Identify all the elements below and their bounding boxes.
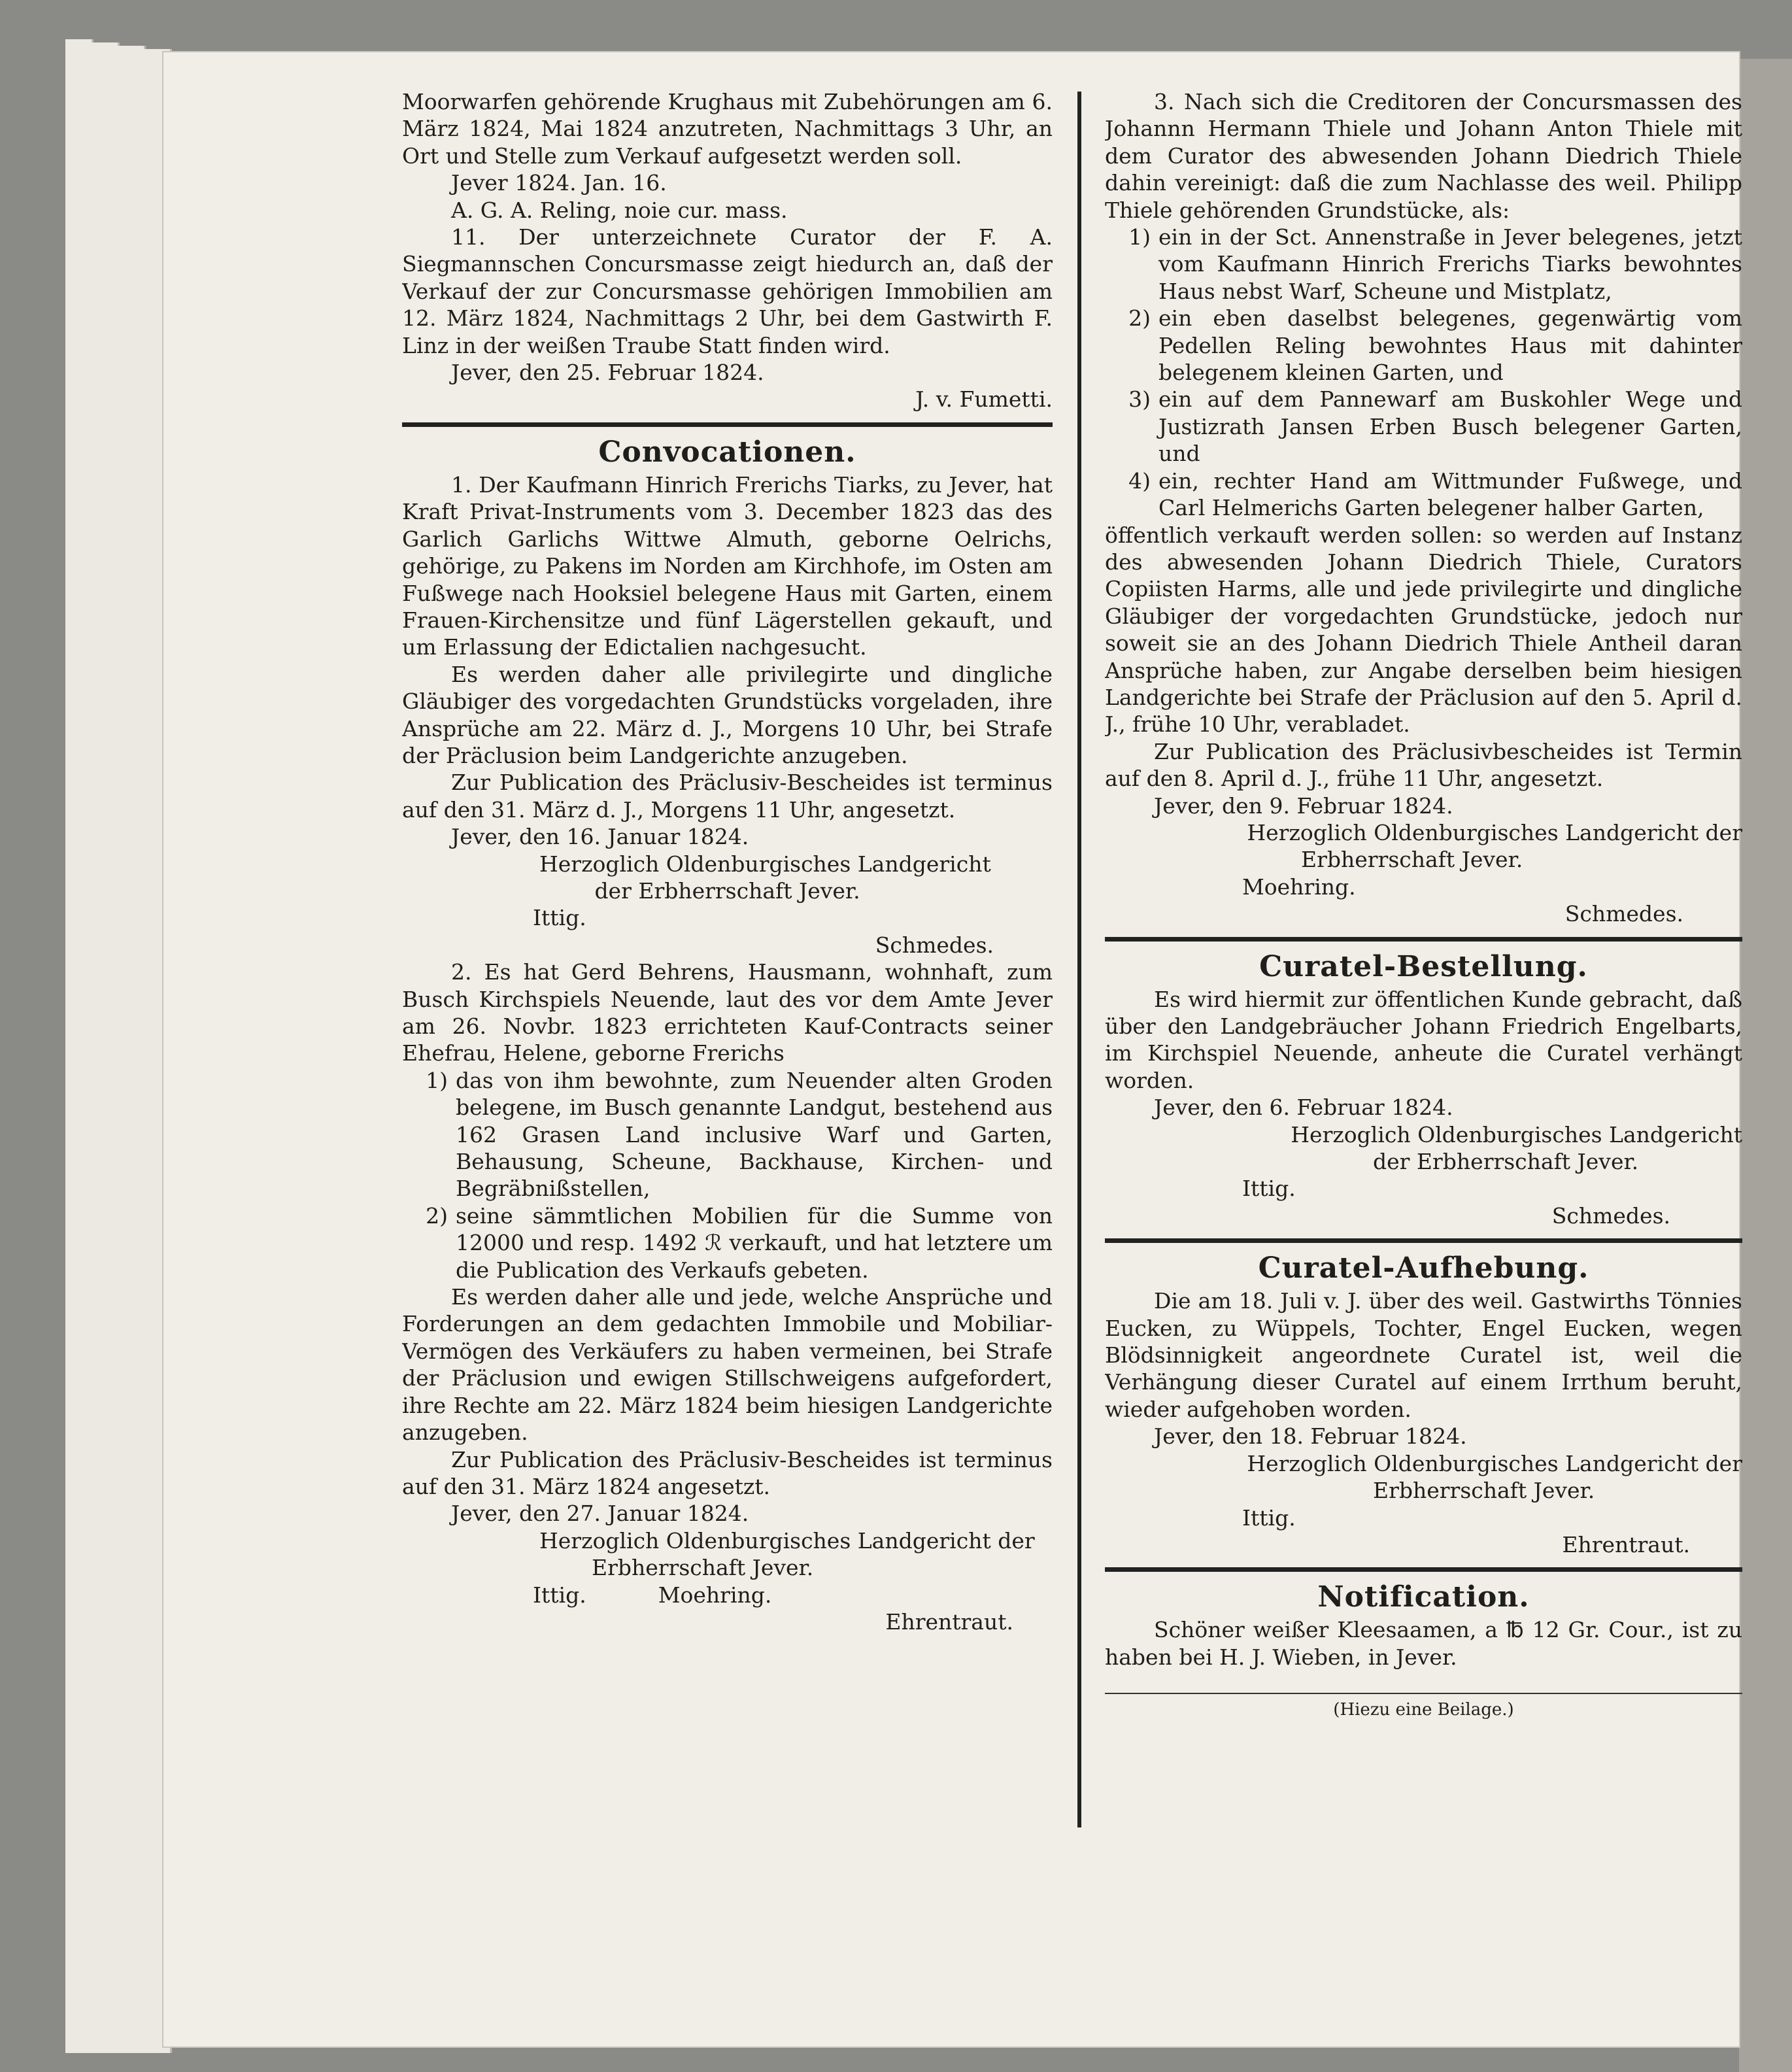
notice-11: 11. Der unterzeichnete Curator der F. A. Siegmannschen Concursmasse zeigt hiedurch an, daß der Verkauf der zur Concursmasse gehörigen Immobilien am 12. März 1824, Nachmittags 2 Uhr, bei dem Gastwirth F. Linz in der weißen Traube Statt finden wird. bbox=[402, 224, 1053, 358]
item-text: ein in der Sct. Annenstraße in Jever belegenes, jetzt vom Kaufmann Hinrich Frerichs Tiarks bewohntes Haus nebst Warf, Scheune und Mistplatz, bbox=[1158, 224, 1742, 304]
convocation-3-sale: öffentlich verkauft werden sollen: so werden auf Instanz des abwesenden Johann Diedrich Thiele, Curators Copiisten Harms, alle und jede privilegirte und dingliche Gläubiger der vorgedachten Grundstücke, jedoch nur soweit sie an des Johann Diedrich Thiele Antheil daran Ansprüche haben, zur Angabe derselben beim hiesigen Landgerichte bei Strafe der Präclusion auf den 5. April d. J., frühe 10 Uhr, verabladet. bbox=[1105, 522, 1742, 738]
item-text: seine sämmtlichen Mobilien für die Summe von 12000 und resp. 1492 ℛ verkauft, und hat letztere um die Publication des Verkaufs gebeten. bbox=[456, 1202, 1053, 1283]
intro-date: Jever 1824. Jan. 16. bbox=[451, 170, 667, 196]
binding-shadow bbox=[1739, 59, 1792, 2072]
signature-schmedes: Schmedes. bbox=[875, 932, 994, 958]
convocation-2-publication: Zur Publication des Präclusiv-Bescheides ist terminus auf den 31. März 1824 angesetzt. bbox=[402, 1446, 1053, 1499]
curatel-aufhebung-court: Herzoglich Oldenburgisches Landgericht der bbox=[1247, 1450, 1742, 1476]
section-rule bbox=[1105, 1567, 1742, 1572]
curatel-bestellung-court-line2: der Erbherrschaft Jever. bbox=[1373, 1149, 1639, 1175]
convocation-1: 1. Der Kaufmann Hinrich Frerichs Tiarks, zu Jever, hat Kraft Privat-Instruments vom 3. December 1823 das des Garlich Garlichs Wittwe Almuth, geborne Oelrichs, gehörige, zu Pakens im Norden am Kirchhofe, im Osten am Fußwege nach Hooksiel belegene Haus mit Garten, einem Frauen-Kirchensitze und fünf Lägerstellen gekauft, und um Erlassung der Edictalien nachgesucht. bbox=[402, 471, 1053, 660]
signature-ehrentraut: Ehrentraut. bbox=[885, 1608, 1013, 1635]
convocation-2-summons: Es werden daher alle und jede, welche Ansprüche und Forderungen an dem gedachten Immobile und Mobiliar-Vermögen des Verkäufers zu haben vermeinen, bei Strafe der Präclusion und ewigen Stillschweigens aufgefordert, ihre Rechte am 22. März 1824 beim hiesigen Landgerichte anzugeben. bbox=[402, 1284, 1053, 1446]
convocation-3: 3. Nach sich die Creditoren der Concursmassen des Johannn Hermann Thiele und Johann Anton Thiele mit dem Curator des abwesenden Johann Diedrich Thiele dahin vereinigt: daß die zum Nachlasse des weil. Philipp Thiele gehörenden Grundstücke, als: bbox=[1105, 89, 1742, 223]
convocation-2-court: Herzoglich Oldenburgisches Landgericht der bbox=[539, 1527, 1035, 1554]
convocation-3-date: Jever, den 9. Februar 1824. bbox=[1154, 792, 1453, 819]
convocation-2: 2. Es hat Gerd Behrens, Hausmann, wohnhaft, zum Busch Kirchspiels Neuende, laut des vor dem Amte Jever am 26. Novbr. 1823 errichteten Kauf-Contracts seiner Ehefrau, Helene, geborne Frerichs bbox=[402, 959, 1053, 1066]
notice-11-signature: J. v. Fumetti. bbox=[915, 386, 1053, 413]
convocation-3-publication: Zur Publication des Präclusivbescheides ist Termin auf den 8. April d. J., frühe 11 Uhr, angesetzt. bbox=[1105, 738, 1742, 792]
item-text: ein auf dem Pannewarf am Buskohler Wege und Justizrath Jansen Erben Busch belegener Garten, und bbox=[1158, 386, 1742, 467]
notice-11-date: Jever, den 25. Februar 1824. bbox=[451, 360, 764, 386]
curatel-aufhebung-heading: Curatel-Aufhebung. bbox=[1258, 1251, 1589, 1285]
convocation-3-court: Herzoglich Oldenburgisches Landgericht der bbox=[1247, 819, 1742, 845]
convocation-3-court-line2: Erbherrschaft Jever. bbox=[1301, 847, 1523, 873]
item-number: 2) bbox=[1128, 305, 1151, 331]
convocation-2-item-1 bbox=[402, 1067, 1053, 1202]
signature-ittig: Ittig. bbox=[1242, 1504, 1296, 1531]
item-text: ein eben daselbst belegenes, gegenwärtig vom Pedellen Reling bewohntes Haus mit dahinter belegenem kleinen Garten, und bbox=[1158, 305, 1742, 386]
intro-signature: A. G. A. Reling, noie cur. mass. bbox=[451, 197, 788, 223]
page-edge bbox=[118, 46, 146, 2053]
signature-ittig: Ittig. bbox=[1242, 1176, 1296, 1202]
notification-text: Schöner weißer Kleesaamen, a ℔ 12 Gr. Cour., ist zu haben bei H. J. Wieben, in Jever. bbox=[1105, 1617, 1742, 1670]
curatel-bestellung-heading: Curatel-Bestellung. bbox=[1259, 949, 1588, 983]
convocation-2-item-2 bbox=[402, 1202, 1053, 1283]
curatel-bestellung-text: Es wird hiermit zur öffentlichen Kunde gebracht, daß über den Landgebräucher Johann Friedrich Engelbarts, im Kirchspiel Neuende, anheute die Curatel verhängt worden. bbox=[1105, 986, 1742, 1093]
convocation-3-item bbox=[1105, 467, 1742, 522]
curatel-aufhebung-court-line2: Erbherrschaft Jever. bbox=[1373, 1478, 1595, 1504]
convocation-1-court-line2: der Erbherrschaft Jever. bbox=[594, 877, 860, 904]
column-divider bbox=[1077, 92, 1081, 1827]
thin-rule bbox=[1105, 1673, 1742, 1694]
signature-ehrentraut: Ehrentraut. bbox=[1562, 1531, 1690, 1557]
right-column bbox=[1105, 88, 1742, 1912]
signature-schmedes: Schmedes. bbox=[1564, 901, 1683, 927]
signature-ittig: Ittig. bbox=[533, 1582, 586, 1608]
curatel-aufhebung-date: Jever, den 18. Februar 1824. bbox=[1154, 1423, 1467, 1450]
item-number: 1) bbox=[426, 1067, 448, 1093]
supplement-note: (Hiezu eine Beilage.) bbox=[1333, 1700, 1514, 1720]
convocationen-heading: Convocationen. bbox=[598, 435, 856, 469]
signature-ittig: Ittig. bbox=[533, 905, 586, 931]
convocation-1-date: Jever, den 16. Januar 1824. bbox=[451, 824, 749, 850]
convocation-3-item bbox=[1105, 386, 1742, 467]
signature-moehring: Moehring. bbox=[1242, 874, 1356, 900]
signature-schmedes: Schmedes. bbox=[1551, 1202, 1670, 1229]
convocation-3-items bbox=[1105, 224, 1742, 521]
convocation-1-court: Herzoglich Oldenburgisches Landgericht bbox=[539, 851, 991, 877]
left-column bbox=[402, 88, 1053, 1912]
section-rule bbox=[1105, 937, 1742, 942]
convocation-1-summons: Es werden daher alle privilegirte und dingliche Gläubiger des vorgedachten Grundstücks vorgeladen, ihre Ansprüche am 22. März d. J., Morgens 10 Uhr, bei Strafe der Präclusion beim Landgerichte anzugeben. bbox=[402, 661, 1053, 768]
page-edge bbox=[92, 42, 120, 2053]
convocation-1-publication: Zur Publication des Präclusiv-Bescheides ist terminus auf den 31. März d. J., Morgens 11 Uhr, angesetzt. bbox=[402, 770, 1053, 823]
item-text: ein, rechter Hand am Wittmunder Fußwege, und Carl Helmerichs Garten belegener halber Garten, bbox=[1158, 467, 1742, 521]
curatel-aufhebung-text: Die am 18. Juli v. J. über des weil. Gastwirths Tönnies Eucken, zu Wüppels, Tochter, Engel Eucken, wegen Blödsinnigkeit angeordnete Curatel ist, weil die Verhängung dieser Curatel auf einem Irrthum beruht, wieder aufgehoben worden. bbox=[1105, 1288, 1742, 1422]
convocation-3-item bbox=[1105, 305, 1742, 386]
convocation-3-item bbox=[1105, 224, 1742, 305]
page-edge bbox=[65, 39, 93, 2053]
intro-text: Moorwarfen gehörende Krughaus mit Zubehörungen am 6. März 1824, Mai 1824 anzutreten, Nachmittags 3 Uhr, an Ort und Stelle zum Verkauf aufgesetzt werden soll. bbox=[402, 89, 1053, 169]
convocation-2-court-line2: Erbherrschaft Jever. bbox=[592, 1555, 814, 1581]
section-rule bbox=[1105, 1238, 1742, 1243]
curatel-bestellung-court: Herzoglich Oldenburgisches Landgericht bbox=[1291, 1121, 1742, 1147]
signature-moehring: Moehring. bbox=[658, 1582, 772, 1608]
curatel-bestellung-date: Jever, den 6. Februar 1824. bbox=[1154, 1095, 1453, 1121]
convocation-2-date: Jever, den 27. Januar 1824. bbox=[451, 1501, 749, 1527]
section-rule bbox=[402, 422, 1053, 427]
item-number: 3) bbox=[1128, 386, 1151, 413]
item-text: das von ihm bewohnte, zum Neuender alten Groden belegene, im Busch genannte Landgut, bestehend aus 162 Grasen Land inclusive Warf und Garten, Behausung, Scheune, Backhause, Kirchen- und Begräbnißstellen, bbox=[456, 1067, 1053, 1202]
item-number: 1) bbox=[1128, 224, 1151, 250]
item-number: 2) bbox=[426, 1202, 448, 1229]
item-number: 4) bbox=[1128, 467, 1151, 494]
notification-heading: Notification. bbox=[1317, 1580, 1530, 1614]
